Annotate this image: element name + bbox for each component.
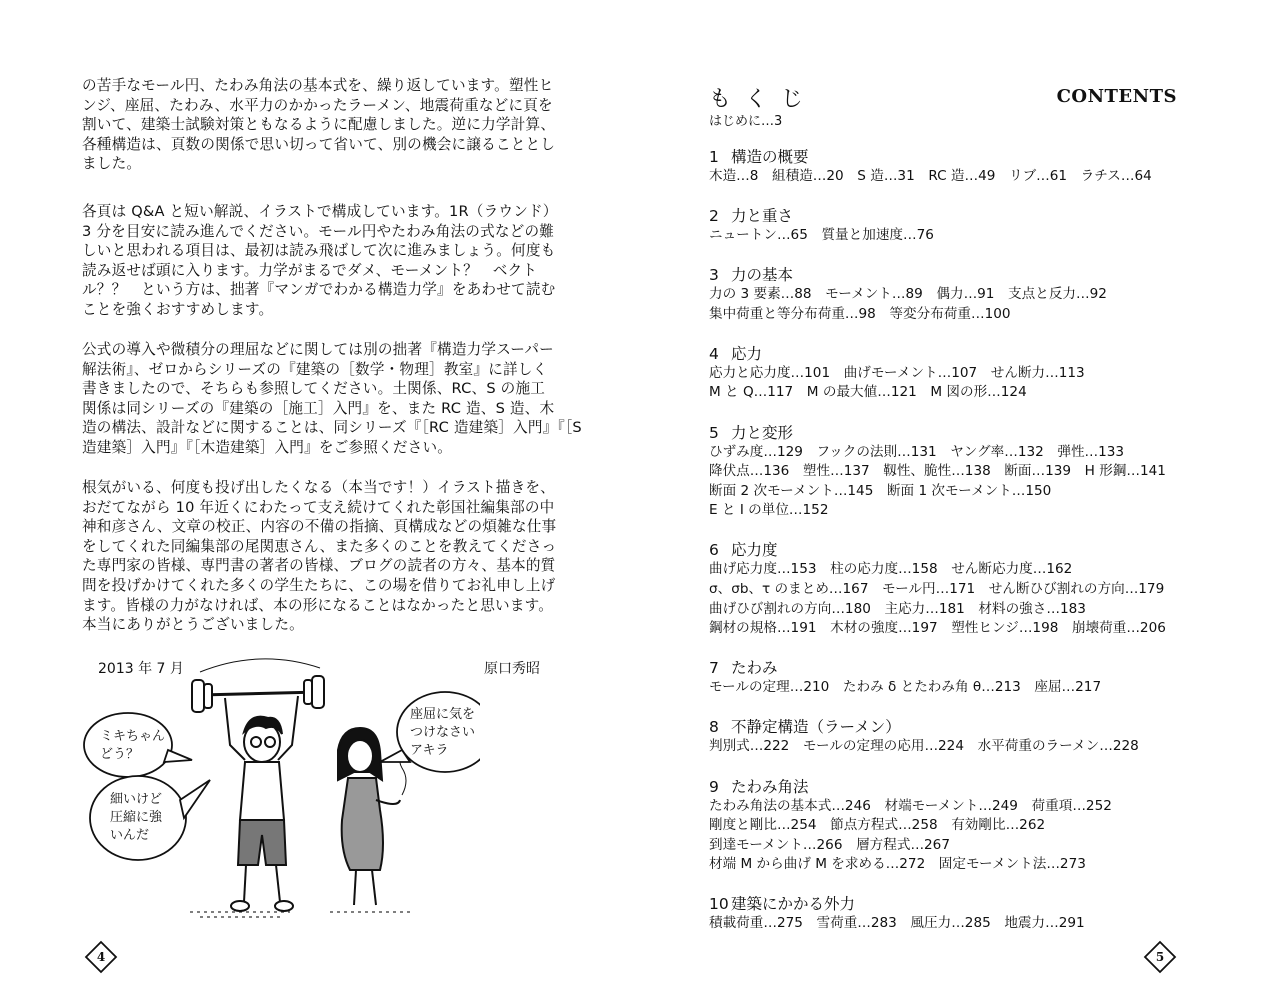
preface-paragraph-2 [82, 202, 558, 320]
chapter-heading [709, 777, 1189, 797]
chapter-heading [709, 147, 1189, 167]
toc-title: もくじ [709, 87, 818, 112]
chapter-number: 7 [709, 659, 719, 678]
chapter-entries: 木造…8 組積造…20 S 造…31 RC 造…49 リブ…61 ラチス…64 [709, 168, 1152, 184]
toc-chapter [709, 423, 1189, 521]
speech-bubble-boy-2 [90, 776, 210, 860]
chapter-entries: 積載荷重…275 雪荷重…283 風圧力…285 地震力…291 [709, 915, 1085, 932]
text-line: 公式の導入や微積分の理屈などに関しては別の拙著『構造力学スーパー [82, 341, 554, 358]
text-line: 読み返せば頭に入ります。力学がまるでダメ、モーメント？ ベクト [82, 261, 538, 279]
chapter-number: 8 [709, 718, 719, 737]
text-line: をしてくれた同編集部の尾関恵さん、また多くのことを教えてくださっ [82, 537, 557, 555]
chapter-heading [709, 658, 1189, 678]
chapter-title: 力と変形 [731, 423, 794, 442]
text-line: 関係は同シリーズの『建築の［施工］入門』を、また RC 造、S 造、木 [82, 399, 555, 417]
text-line: 各頁は Q&A と短い解説、イラストで構成しています。1R（ラウンド） [82, 203, 558, 220]
chapter-entries: 降伏点…136 塑性…137 靱性、脆性…138 断面…139 H 形鋼…141 [709, 463, 1166, 480]
chapter-entries: 曲げ応力度…153 柱の応力度…158 せん断応力度…162 [709, 561, 1073, 578]
page-number: 5 [1155, 950, 1165, 964]
page-number: 4 [96, 950, 106, 964]
bubble-text-line: アキラ [410, 743, 449, 758]
chapter-heading [709, 206, 1189, 226]
barbell [192, 659, 324, 712]
text-line: 問を投げかけてくれた多くの学生たちに、この場を借りてお礼申し上げ [82, 576, 556, 594]
text-line: 神和彦さん、文章の校正、内容の不備の指摘、頁構成などの煩雑な仕事 [82, 518, 557, 536]
text-line: ことを強くおすすめします。 [82, 300, 274, 318]
chapter-title: たわみ角法 [731, 777, 809, 796]
toc-chapter [709, 265, 1189, 324]
text-line: ル？？ という方は、拙著『マンガでわかる構造力学』をあわせて読む [82, 281, 556, 299]
chapter-title: たわみ [731, 659, 778, 678]
toc-chapter [709, 206, 1189, 246]
chapter-heading [709, 265, 1189, 285]
contents-label: CONTENTS [1056, 86, 1177, 107]
text-line: 造の構法、設計などに関することは、同シリーズ『［RC 造建築］入門』『［S [82, 419, 582, 437]
chapter-title: 建築にかかる外力 [731, 895, 856, 914]
text-line: ンジ、座屈、たわみ、水平力のかかったラーメン、地震荷重などに頁を [82, 96, 553, 114]
toc-chapter [709, 717, 1189, 757]
toc-list [709, 147, 1189, 953]
chapter-number: 1 [709, 148, 719, 166]
chapter-title: 不静定構造（ラーメン） [731, 718, 901, 737]
bubble-text-line: 圧縮に強 [110, 810, 163, 825]
text-line: 各種構造は、頁数の関係で思い切って省いて、別の機会に譲ることとし [82, 135, 556, 153]
cartoon-illustration [80, 650, 480, 925]
chapter-heading [709, 894, 1189, 914]
chapter-entries: 集中荷重と等分布荷重…98 等変分布荷重…100 [709, 305, 1011, 322]
toc-chapter [709, 894, 1189, 934]
chapter-number: 4 [709, 344, 719, 363]
preface-paragraph-4 [82, 478, 557, 635]
bubble-text-line: ミキちゃん [100, 729, 166, 744]
toc-chapter [709, 344, 1189, 403]
page-number-badge [84, 940, 118, 974]
chapter-entries: 断面 2 次モーメント…145 断面 1 次モーメント…150 [709, 482, 1052, 499]
chapter-entries: 鋼材の規格…191 木材の強度…197 塑性ヒンジ…198 崩壊荷重…206 [709, 620, 1166, 637]
text-line: 造建築］入門』『［木造建築］入門』をご参照ください。 [82, 438, 453, 456]
chapter-heading [709, 540, 1189, 560]
preface-paragraph-1 [82, 76, 556, 174]
bubble-text-line: どう？ [100, 747, 140, 762]
chapter-entries: 応力と応力度…101 曲げモーメント…107 せん断力…113 [709, 364, 1085, 381]
toc-intro-entry: はじめに…3 [709, 114, 783, 129]
ground-stipple [190, 912, 410, 917]
chapter-entries: ひずみ度…129 フックの法則…131 ヤング率…132 弾性…133 [709, 443, 1125, 460]
chapter-number: 3 [709, 266, 719, 285]
text-line: おだてながら 10 年近くにわたって支え続けてくれた彰国社編集部の中 [82, 498, 555, 516]
toc-chapter [709, 777, 1189, 875]
text-line: た専門家の皆様、専門書の著者の皆様、ブログの読者の方々、基本的質 [82, 557, 556, 575]
toc-chapter [709, 658, 1189, 698]
chapter-title: 力の基本 [731, 266, 794, 285]
right-page [631, 0, 1262, 1000]
chapter-number: 10 [709, 895, 729, 914]
signature-author: 原口秀昭 [484, 661, 540, 677]
boy-figure [225, 696, 298, 911]
speech-bubble-boy-1 [84, 713, 192, 777]
chapter-entries: 判別式…222 モールの定理の応用…224 水平荷重のラーメン…228 [709, 738, 1139, 755]
chapter-number: 5 [709, 423, 719, 442]
chapter-title: 構造の概要 [731, 148, 809, 166]
text-line: ます。皆様の力がなければ、本の形になることはなかったと思います。 [82, 596, 554, 614]
chapter-heading [709, 717, 1189, 737]
text-line: 書きましたので、そちらも参照してください。土関係、RC、S の施工 [82, 380, 546, 398]
text-line: しいと思われる項目は、最初は読み飛ばして次に進みましょう。何度も [82, 242, 556, 260]
text-line: 解法術』、ゼロからシリーズの『建築の［数学・物理］教室』に詳しく [82, 360, 548, 378]
page-number-badge [1143, 940, 1177, 974]
chapter-entries: 到達モーメント…266 層方程式…267 [709, 836, 950, 853]
bubble-text-line: つけなさい [410, 725, 476, 740]
preface-paragraph-3 [82, 340, 582, 458]
text-line: 割いて、建築士試験対策ともなるように配慮しました。逆に力学計算、 [82, 116, 556, 134]
chapter-number: 2 [709, 207, 719, 226]
chapter-entries: σ、σb、τ のまとめ…167 モール円…171 せん断ひび割れの方向…179 [709, 581, 1165, 598]
chapter-title: 応力度 [731, 541, 778, 560]
text-line: 本当にありがとうございました。 [82, 616, 304, 634]
text-line: ました。 [82, 155, 142, 173]
bubble-text-line: いんだ [110, 828, 150, 843]
chapter-entries: たわみ角法の基本式…246 材端モーメント…249 荷重項…252 [709, 797, 1112, 814]
signature-date: 2013 年 7 月 [98, 661, 184, 677]
bubble-text-line: 細いけど [110, 792, 163, 807]
chapter-entries: M と Q…117 M の最大値…121 M 図の形…124 [709, 384, 1027, 401]
chapter-entries: E と I の単位…152 [709, 502, 829, 519]
toc-chapter [709, 540, 1189, 638]
toc-chapter [709, 147, 1189, 187]
text-line: 3 分を目安に読み進んでください。モール円やたわみ角法の式などの難 [82, 222, 555, 240]
chapter-entries: ニュートン…65 質量と加速度…76 [709, 227, 934, 244]
chapter-number: 9 [709, 777, 719, 796]
chapter-entries: 力の 3 要素…88 モーメント…89 偶力…91 支点と反力…92 [709, 286, 1107, 303]
chapter-heading [709, 344, 1189, 364]
chapter-entries: 剛度と剛比…254 節点方程式…258 有効剛比…262 [709, 817, 1046, 834]
speech-bubble-girl [380, 692, 480, 772]
chapter-entries: モールの定理…210 たわみ δ とたわみ角 θ…213 座屈…217 [709, 679, 1102, 696]
text-line: の苦手なモール円、たわみ角法の基本式を、繰り返しています。塑性ヒ [82, 77, 554, 94]
chapter-heading [709, 423, 1189, 443]
chapter-entries: 材端 M から曲げ M を求める…272 固定モーメント法…273 [709, 856, 1086, 873]
chapter-title: 応力 [731, 344, 763, 363]
chapter-entries: 曲げひび割れの方向…180 主応力…181 材料の強さ…183 [709, 600, 1086, 617]
chapter-number: 6 [709, 541, 719, 560]
bubble-text-line: 座屈に気を [410, 707, 476, 722]
chapter-title: 力と重さ [731, 207, 794, 226]
text-line: 根気がいる、何度も投げ出したくなる（本当です！）イラスト描きを、 [82, 479, 555, 496]
